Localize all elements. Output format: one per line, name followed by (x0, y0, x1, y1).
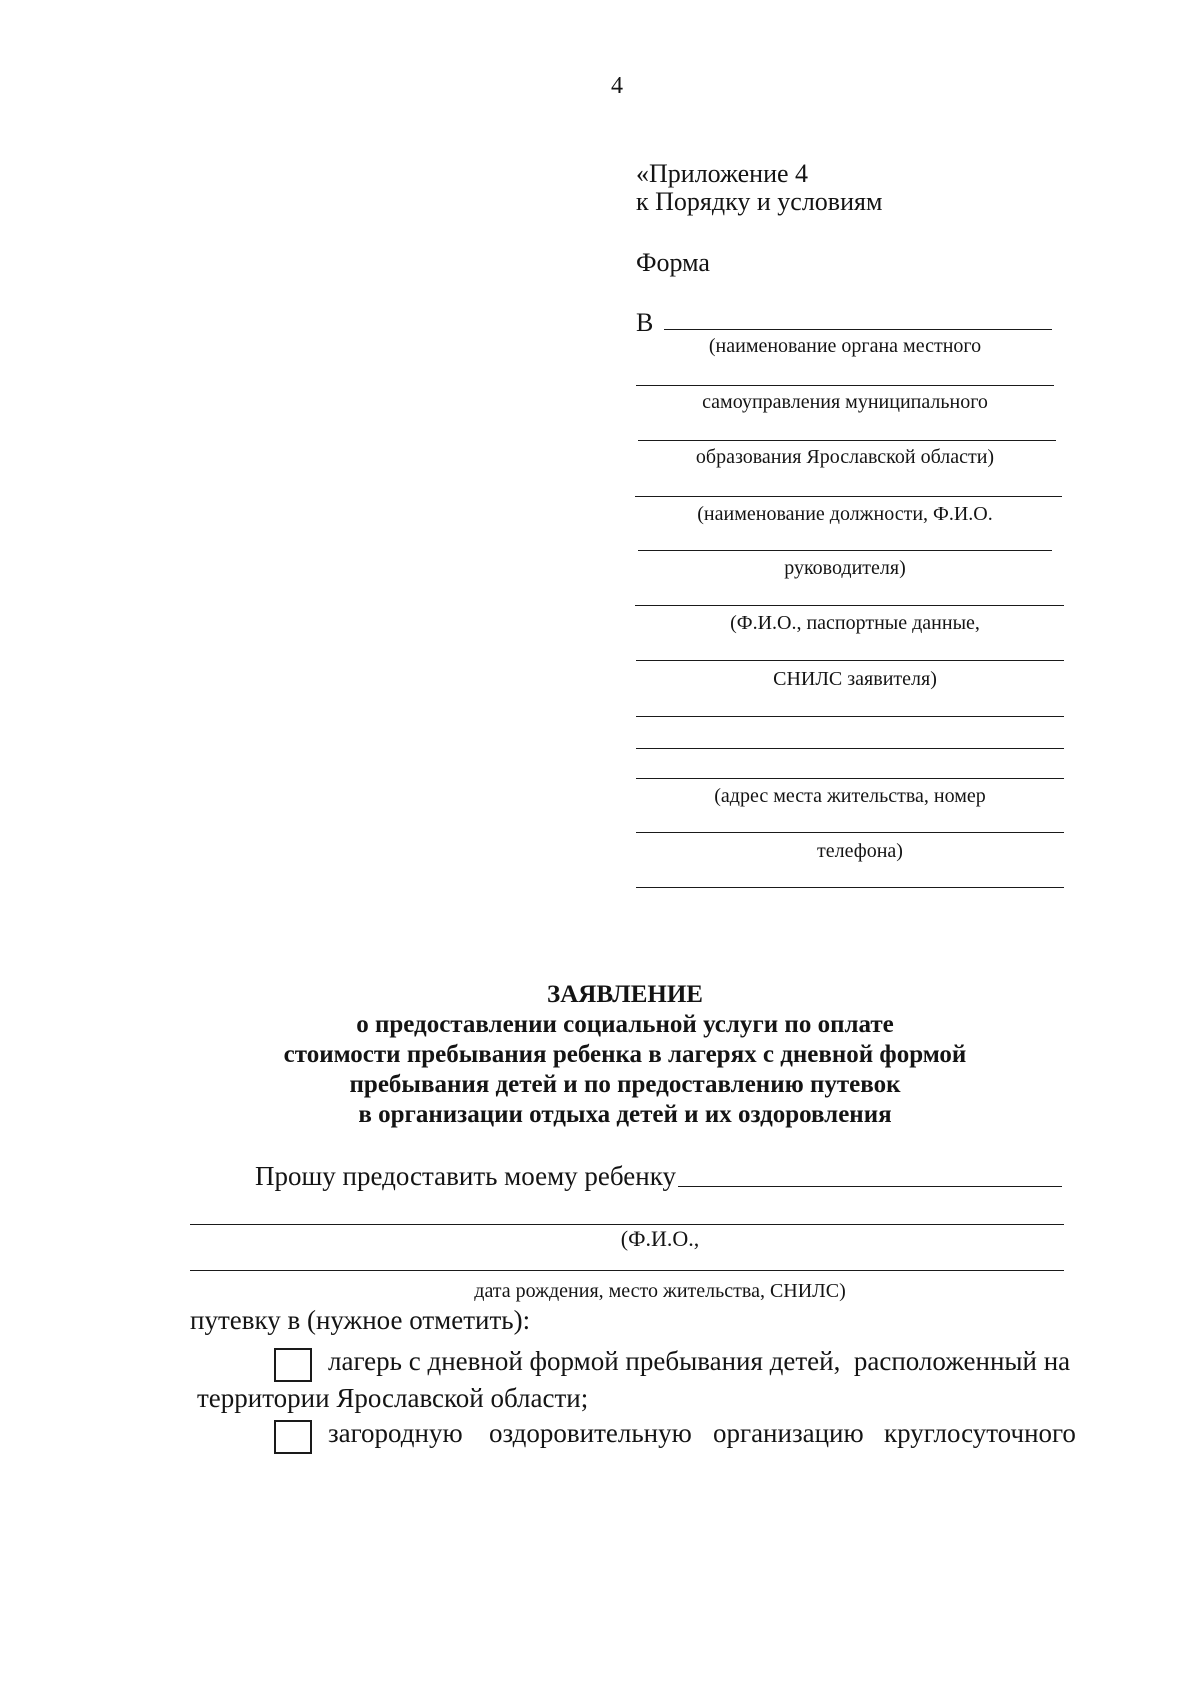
address-fill-line-2[interactable] (636, 832, 1064, 833)
country-camp-option-word-2: оздоровительную (489, 1418, 692, 1448)
applicant-fill-line[interactable] (635, 605, 1064, 606)
child-details-fill-line[interactable] (190, 1270, 1064, 1271)
recipient-fill-line-3[interactable] (638, 440, 1056, 441)
address-caption-2: телефона) (817, 840, 903, 862)
form-label: Форма (636, 248, 710, 277)
address-caption-1: (адрес места жительства, номер (714, 785, 986, 807)
voucher-text: путевку в (нужное отметить): (190, 1305, 531, 1335)
head-name-fill-line[interactable] (635, 496, 1062, 497)
applicant-fill-line-3[interactable] (636, 716, 1064, 717)
recipient-fill-line[interactable] (664, 329, 1052, 330)
country-camp-option-word-1: загородную (328, 1418, 463, 1448)
child-caption-2: дата рождения, место жительства, СНИЛС) (474, 1280, 846, 1302)
statement-subheading-4: в организации отдыха детей и их оздоровления (358, 1101, 892, 1128)
recipient-caption-2: самоуправления муниципального (702, 391, 988, 413)
applicant-fill-line-2[interactable] (636, 660, 1064, 661)
child-name-fill-line[interactable] (678, 1186, 1062, 1187)
child-name-fill-line-2[interactable] (190, 1224, 1064, 1225)
day-camp-option-line-1: лагерь с дневной формой пребывания детей, расположенный на (328, 1346, 1071, 1376)
recipient-fill-line-2[interactable] (636, 385, 1054, 386)
appendix-line-2: к Порядку и условиям (636, 187, 883, 216)
statement-subheading-1: о предоставлении социальной услуги по оплате (356, 1011, 894, 1038)
applicant-caption-1: (Ф.И.О., паспортные данные, (730, 612, 980, 634)
statement-heading: ЗАЯВЛЕНИЕ (547, 981, 703, 1008)
appendix-line-1: «Приложение 4 (636, 159, 809, 188)
head-name-fill-line-2[interactable] (638, 550, 1052, 551)
statement-subheading-3: пребывания детей и по предоставлению путевок (349, 1071, 901, 1098)
address-fill-line-3[interactable] (636, 887, 1064, 888)
day-camp-option-line-2: территории Ярославской области; (197, 1383, 589, 1413)
request-text: Прошу предоставить моему ребенку (255, 1161, 676, 1191)
country-camp-option-word-4: круглосуточного (884, 1418, 1076, 1448)
statement-subheading-2: стоимости пребывания ребенка в лагерях с дневной формой (283, 1041, 967, 1068)
page-number: 4 (611, 73, 623, 99)
recipient-caption-1: (наименование органа местного (708, 335, 982, 357)
country-camp-option-word-3: организацию (713, 1418, 864, 1448)
day-camp-checkbox[interactable] (274, 1348, 312, 1382)
address-fill-line[interactable] (636, 778, 1064, 779)
country-camp-checkbox[interactable] (274, 1420, 312, 1454)
head-name-caption-1: (наименование должности, Ф.И.О. (697, 503, 993, 525)
child-caption-1: (Ф.И.О., (620, 1226, 700, 1251)
recipient-caption-3: образования Ярославской области) (695, 446, 995, 468)
head-name-caption-2: руководителя) (784, 557, 906, 579)
applicant-fill-line-4[interactable] (636, 748, 1064, 749)
to-prefix: В (636, 308, 654, 337)
applicant-caption-2: СНИЛС заявителя) (773, 668, 937, 690)
